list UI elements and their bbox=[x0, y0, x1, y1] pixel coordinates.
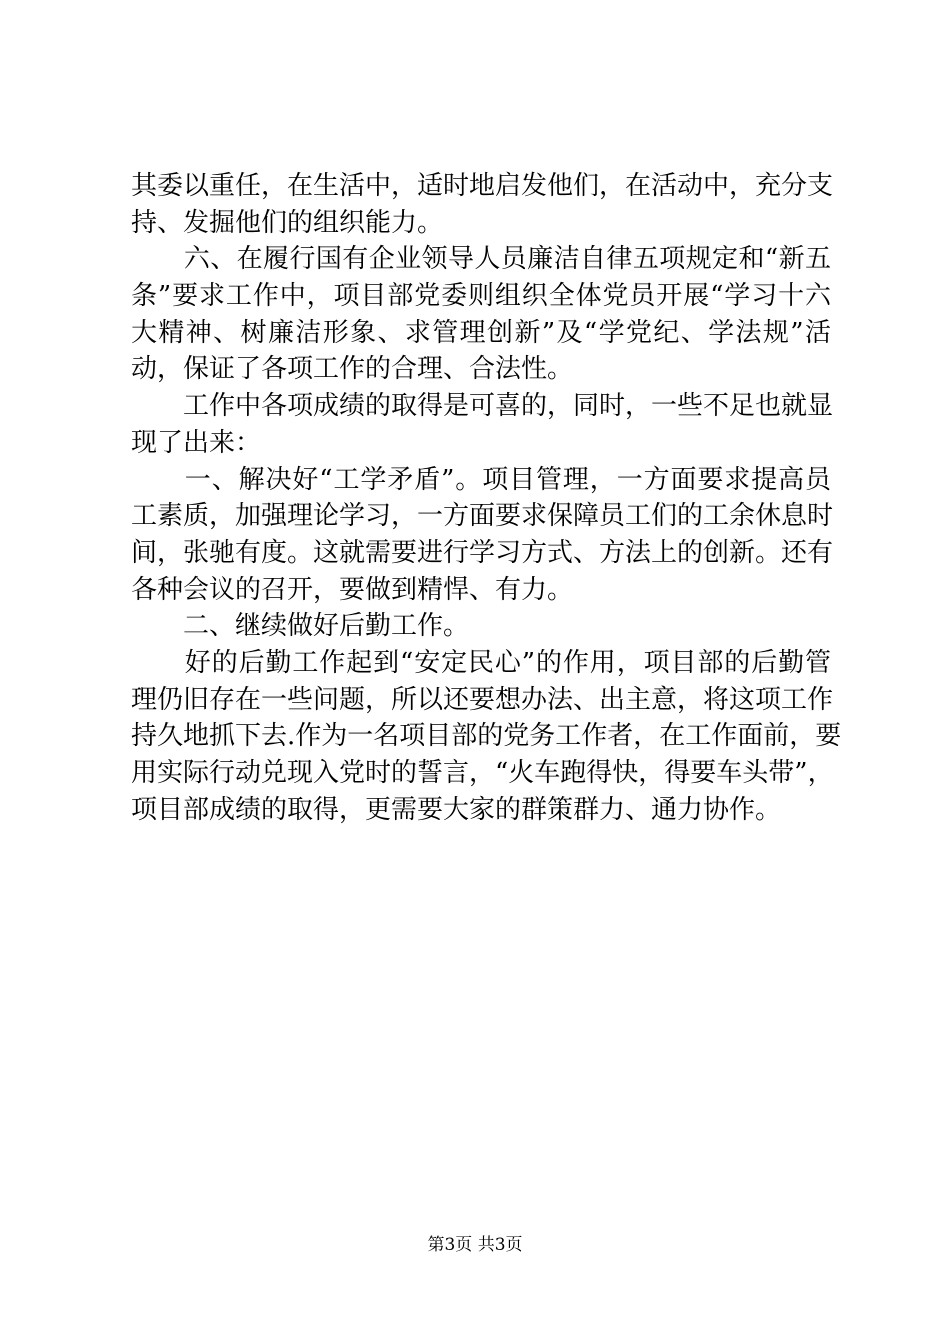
text-line: 二、继续做好后勤工作。 bbox=[131, 611, 470, 642]
text-line: 六、在履行国有企业领导人员廉洁自律五项规定和“新五 bbox=[131, 244, 831, 275]
document-body bbox=[131, 168, 842, 828]
text-line: 工素质，加强理论学习，一方面要求保障员工们的工余休息时 bbox=[131, 501, 834, 532]
text-line: 各种会议的召开，要做到精悍、有力。 bbox=[131, 574, 574, 605]
text-line: 持久地抓下去.作为一名项目部的党务工作者，在工作面前，要 bbox=[131, 721, 842, 752]
text-line: 间，张驰有度。这就需要进行学习方式、方法上的创新。还有 bbox=[131, 537, 834, 568]
text-line: 其委以重任，在生活中，适时地启发他们，在活动中，充分支 bbox=[131, 171, 834, 201]
text-line: 工作中各项成绩的取得是可喜的，同时，一些不足也就显 bbox=[131, 391, 834, 422]
text-line: 好的后勤工作起到“安定民心”的作用，项目部的后勤管 bbox=[131, 647, 831, 678]
text-line: 项目部成绩的取得，更需要大家的群策群力、通力协作。 bbox=[131, 794, 782, 825]
text-line: 大精神、树廉洁形象、求管理创新”及“学党纪、学法规”活 bbox=[131, 317, 831, 348]
text-line: 用实际行动兑现入党时的誓言，“火车跑得快，得要车头带”， bbox=[131, 758, 834, 788]
text-line: 现了出来： bbox=[131, 427, 262, 458]
text-line: 持、发掘他们的组织能力。 bbox=[131, 207, 444, 238]
text-line: 动，保证了各项工作的合理、合法性。 bbox=[131, 354, 574, 385]
text-line: 一、解决好“工学矛盾”。项目管理，一方面要求提高员 bbox=[131, 464, 831, 495]
text-line: 条”要求工作中，项目部党委则组织全体党员开展“学习十六 bbox=[131, 281, 831, 312]
text-line: 理仍旧存在一些问题，所以还要想办法、出主意，将这项工作 bbox=[131, 684, 834, 715]
page-footer: 第3页 共3页 bbox=[427, 1235, 523, 1255]
